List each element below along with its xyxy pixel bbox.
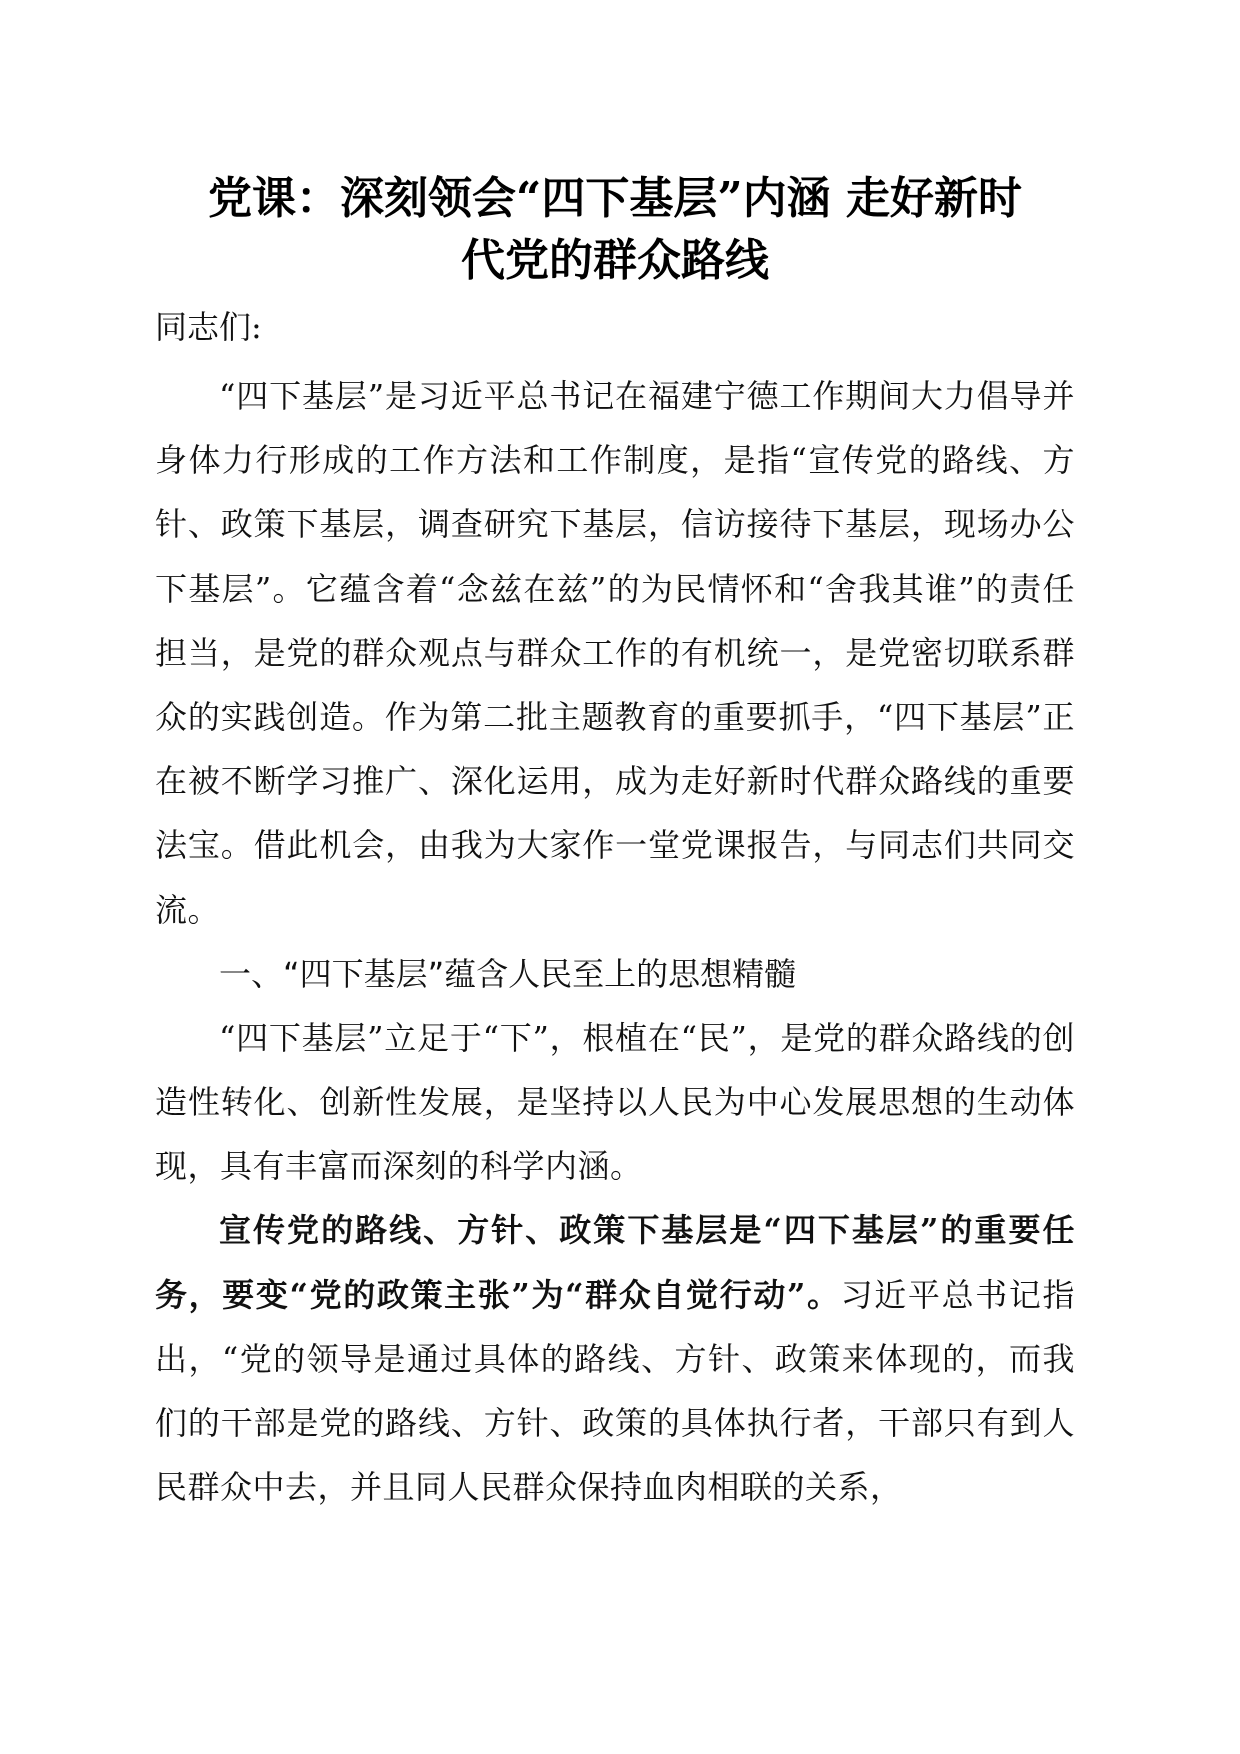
document-page	[155, 168, 1075, 1519]
document-title	[155, 168, 1075, 292]
title-line-1: 党课：深刻领会“四下基层”内涵 走好新时	[208, 173, 1022, 224]
paragraph-publicity-body: 习近平总书记指出，“党的领导是通过具体的路线、方针、政策来体现的，而我们的干部是党的路线、方针、政策的具体执行者，干部只有到人民群众中去，并且同人民群众保持血肉相联的关系，	[155, 1275, 1075, 1507]
title-line-2: 代党的群众路线	[461, 235, 769, 286]
paragraph-publicity-lead: 宣传党的路线、方针、政策下基层是“四下基层”的重要任务，要变“党的政策主张”为“群众自觉行动”。	[155, 1211, 1075, 1314]
paragraph-publicity	[155, 1198, 1075, 1519]
section-heading-1: 一、“四下基层”蕴含人民至上的思想精髓	[219, 954, 797, 993]
salutation: 同志们:	[155, 308, 262, 346]
paragraph-intro: “四下基层”是习近平总书记在福建宁德工作期间大力倡导并身体力行形成的工作方法和工作制度，是指“宣传党的路线、方针、政策下基层，调查研究下基层，信访接待下基层，现场办公下基层”。它蕴含着“念兹在兹”的为民情怀和“舍我其谁”的责任担当，是党的群众观点与群众工作的有机统一，是党密切联系群众的实践创造。作为第二批主题教育的重要抓手，“四下基层”正在被不断学习推广、深化运用，成为走好新时代群众路线的重要法宝。借此机会，由我为大家作一堂党课报告，与同志们共同交流。	[155, 377, 1075, 929]
paragraph-section1-intro: “四下基层”立足于“下”，根植在“民”，是党的群众路线的创造性转化、创新性发展，是坚持以人民为中心发展思想的生动体现，具有丰富而深刻的科学内涵。	[155, 1018, 1075, 1186]
